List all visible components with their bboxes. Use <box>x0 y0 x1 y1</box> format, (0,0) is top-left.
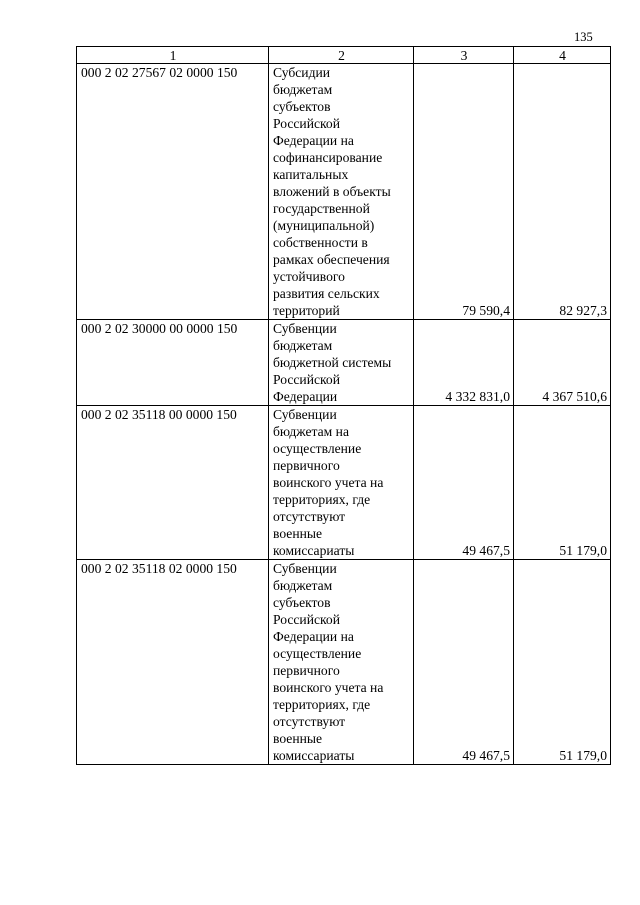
amount-year-1: 49 467,5 <box>414 406 514 560</box>
classification-code: 000 2 02 27567 02 0000 150 <box>77 64 269 320</box>
amount-year-1: 79 590,4 <box>414 64 514 320</box>
table-row <box>77 64 611 320</box>
column-header: 2 <box>269 47 414 64</box>
column-header: 4 <box>514 47 611 64</box>
column-header: 1 <box>77 47 269 64</box>
amount-year-1: 49 467,5 <box>414 560 514 765</box>
revenue-name: Субвенции бюджетам на осуществление первичного воинского учета на территориях, где отсутствуют военные комиссариаты <box>269 406 414 560</box>
table-header-row <box>77 47 611 64</box>
amount-year-2: 51 179,0 <box>514 406 611 560</box>
classification-code: 000 2 02 35118 02 0000 150 <box>77 560 269 765</box>
table-row <box>77 320 611 406</box>
table-row <box>77 560 611 765</box>
amount-year-2: 4 367 510,6 <box>514 320 611 406</box>
revenue-name: Субвенции бюджетам бюджетной системы Российской Федерации <box>269 320 414 406</box>
budget-table <box>76 46 611 765</box>
revenue-name: Субсидии бюджетам субъектов Российской Федерации на софинансирование капитальных вложений в объекты государственной (муниципальной) собственности в рамках обеспечения устойчивого развития сельских территорий <box>269 64 414 320</box>
amount-year-1: 4 332 831,0 <box>414 320 514 406</box>
amount-year-2: 82 927,3 <box>514 64 611 320</box>
table-row <box>77 406 611 560</box>
classification-code: 000 2 02 30000 00 0000 150 <box>77 320 269 406</box>
revenue-name: Субвенции бюджетам субъектов Российской Федерации на осуществление первичного воинского учета на территориях, где отсутствуют военные комиссариаты <box>269 560 414 765</box>
amount-year-2: 51 179,0 <box>514 560 611 765</box>
column-header: 3 <box>414 47 514 64</box>
classification-code: 000 2 02 35118 00 0000 150 <box>77 406 269 560</box>
page-number: 135 <box>574 30 593 44</box>
